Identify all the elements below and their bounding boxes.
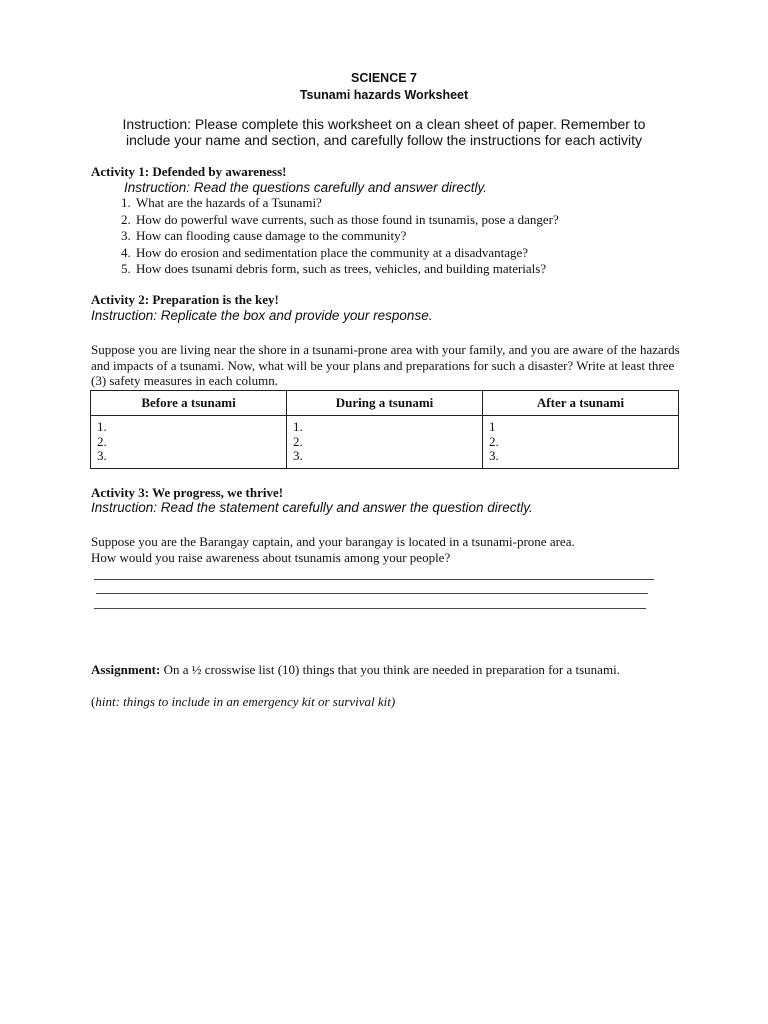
column-header-during: During a tsunami — [287, 391, 483, 416]
activity-2-scenario: Suppose you are living near the shore in a tsunami-prone area with your family, and you are aware of the hazards and impacts of a tsunami. Now, what will be your plans and preparations for such a disaster? Write at least three (3) safety measures in each column. — [91, 342, 680, 388]
cell-line: 2. — [489, 433, 499, 449]
activity-2-instruction: Instruction: Replicate the box and provide your response. — [91, 308, 433, 323]
list-item: 2. How do powerful wave currents, such as those found in tsunamis, pose a danger? — [134, 212, 559, 229]
column-header-before: Before a tsunami — [91, 391, 287, 416]
column-header-after: After a tsunami — [483, 391, 679, 416]
cell-line: 1 — [489, 419, 496, 434]
assignment-hint — [91, 694, 681, 711]
hint-paren: ( — [91, 694, 96, 709]
answer-line[interactable] — [96, 593, 648, 594]
answer-line[interactable] — [94, 579, 654, 580]
hint-text: hint: things to include in an emergency kit or survival kit) — [95, 694, 396, 709]
list-item: 3. How can flooding cause damage to the community? — [134, 228, 559, 245]
cell-line: 2. — [97, 433, 107, 449]
list-item: 4. How do erosion and sedimentation place the community at a disadvantage? — [134, 245, 559, 262]
activity-1-instruction: Instruction: Read the questions carefully and answer directly. — [124, 180, 487, 195]
assignment-text: On a ½ crosswise list (10) things that you think are needed in preparation for a tsunami. — [160, 662, 620, 677]
cell-line: 1. — [293, 419, 303, 434]
worksheet-title: Tsunami hazards Worksheet — [299, 88, 469, 102]
assignment-paragraph — [91, 662, 681, 679]
answer-line[interactable] — [94, 608, 646, 609]
list-item: 5. How does tsunami debris form, such as trees, vehicles, and building materials? — [134, 261, 559, 278]
activity-1-question-list — [112, 195, 559, 278]
general-instruction-line-1: Instruction: Please complete this worksheet on a clean sheet of paper. Remember to — [122, 116, 646, 132]
table-cell-after[interactable] — [483, 416, 679, 469]
table-cell-before[interactable] — [91, 416, 287, 469]
table-cell-during[interactable] — [287, 416, 483, 469]
activity-3-scenario-line-1: Suppose you are the Barangay captain, and your barangay is located in a tsunami-prone area. — [91, 534, 575, 549]
cell-line: 2. — [293, 433, 303, 449]
activity-3-scenario-line-2: How would you raise awareness about tsunamis among your people? — [91, 550, 451, 565]
cell-line: 3. — [293, 448, 303, 463]
list-item: 1. What are the hazards of a Tsunami? — [134, 195, 559, 212]
safety-measures-table — [90, 390, 679, 469]
activity-3-heading: Activity 3: We progress, we thrive! — [91, 485, 284, 500]
assignment-label: Assignment: — [91, 662, 161, 677]
activity-2-heading: Activity 2: Preparation is the key! — [91, 292, 279, 307]
course-title: SCIENCE 7 — [351, 71, 417, 85]
cell-line: 3. — [489, 448, 499, 463]
cell-line: 3. — [97, 448, 107, 463]
activity-3-instruction: Instruction: Read the statement carefully and answer the question directly. — [91, 500, 533, 515]
general-instruction-line-2: include your name and section, and carefully follow the instructions for each activity — [126, 132, 642, 148]
activity-1-heading: Activity 1: Defended by awareness! — [91, 164, 287, 179]
cell-line: 1. — [97, 419, 107, 434]
